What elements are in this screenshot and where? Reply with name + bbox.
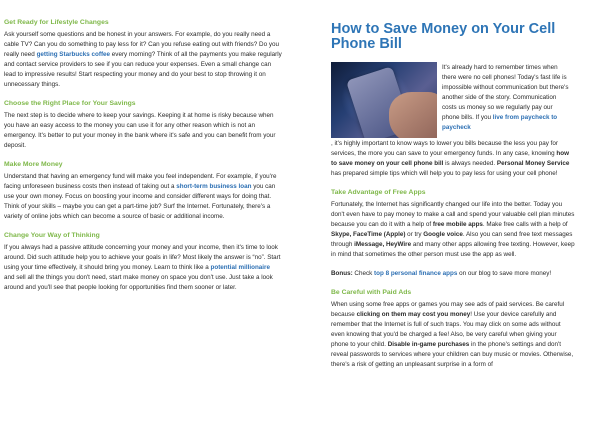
section-make-money: [4, 160, 282, 222]
intro-text-beside-image: [442, 63, 570, 133]
section-body: Ask yourself some questions and be honest in your answers. For example, do you really need a cable TV? Can you do something to pay less for it? Can you refuse eating out with friends? Do you really need getting Starbucks coffee every morning? Think of all the payments you make regularly and contact service providers to see if you can reduce your expenses. Even a small change can lead to impressive results! Start respecting your money and do your best to stop throwing it on unnecessary things.: [4, 31, 282, 88]
section-free-apps: [331, 188, 575, 260]
section-heading: Make More Money: [4, 161, 63, 168]
intro-paragraph: It's already hard to remember times when there were no cell phones! Today's fast life is impossible without communication but there's another side of the story. Communication costs us money so we regularly pay our phone bills. If you live from paycheck to paycheck: [442, 64, 569, 131]
section-heading: Change Your Way of Thinking: [4, 232, 100, 239]
section-heading: Choose the Right Place for Your Savings: [4, 100, 136, 107]
page-title: How to Save Money on Your Cell Phone Bill: [331, 21, 556, 52]
section-heading: Get Ready for Lifestyle Changes: [4, 19, 109, 26]
section-body: When using some free apps or games you may see ads of paid services. Be careful because clicking on them may cost you money! Use your device carefully and remember that the Internet is full of such traps. You may click on some ads without even knowing that you'd be charged a fee! Also, be very careful when giving your phone to your child. Disable in-game purchases in the phone's settings and don't reveal passwords to services where your children can buy music or movies. Otherwise, there's a risk of getting an unpleasant surprise in a form of: [331, 301, 574, 368]
bonus-note: Bonus: Check top 8 personal finance apps on our blog to save more money!: [331, 270, 552, 277]
section-body: Fortunately, the Internet has significantly changed our life into the better. Today you don't even have to pay money to make a call and spend your valuable cell plan minutes because you can do it with a help of free mobile apps. Make free calls with a help of Skype, FaceTime (Apple) or try Google voice. Also you can send free text messages through iMessage, HeyWire and many other apps allowing free texting. However, keep in mind that sometimes the other person must use the app as well.: [331, 201, 575, 258]
starbucks-link[interactable]: getting Starbucks coffee: [36, 51, 111, 58]
millionaire-link[interactable]: potential millionaire: [210, 264, 270, 271]
section-heading: Take Advantage of Free Apps: [331, 189, 426, 196]
business-loan-link[interactable]: short-term business loan: [176, 183, 252, 190]
paycheck-link[interactable]: live from paycheck to paycheck: [442, 114, 558, 131]
hand-holding-phone-image: [331, 62, 437, 138]
finance-apps-link[interactable]: top 8 personal finance apps: [374, 270, 458, 277]
intro-continued: , it's highly important to know ways to lower you bills because the less you pay for services, the more you can save to your emergency funds. In any case, knowing how to save money on your cell phone bill is always needed. Personal Money Service has prepared simple tips which will help you to pay less for using your cell phone!: [331, 140, 570, 177]
section-heading: Be Careful with Paid Ads: [331, 289, 412, 296]
section-body: The next step is to decide where to keep your savings. Keeping it at home is risky because when you have an easy access to the money you can use it for any other reason which is not an emergency. It's better to put your money in the bank where it's safe and you can benefit from your deposit.: [4, 112, 276, 149]
section-way-of-thinking: [4, 231, 282, 293]
left-column: [4, 18, 282, 302]
section-savings-place: [4, 99, 282, 151]
section-body: If you always had a passive attitude concerning your money and your income, then it's time to look around. Did such attitude help you to achieve your goals in life? Most likely the answer is “no”. Start using your time effectively, it should bring you money. Learn to think like a potential millionaire and sell all the things you don't need, start make money on space you don't use. Just take a look around and you'll see that people looking for opportunities find them sooner or later.: [4, 244, 281, 291]
section-body: Understand that having an emergency fund will make you feel independent. For example, if you're facing unforeseen business costs then instead of taking out a short-term business loan you can use your own money. Focus on boosting your income and consider different ways for doing that. Think of your skills – maybe you can get a part-time job? Surf the Internet. Fortunately, there's a variety of online jobs which can become a source of basic or additional income.: [4, 173, 277, 220]
right-column: [331, 139, 575, 379]
right-page: [300, 0, 600, 424]
section-lifestyle-changes: [4, 18, 282, 90]
section-paid-ads: [331, 288, 575, 370]
